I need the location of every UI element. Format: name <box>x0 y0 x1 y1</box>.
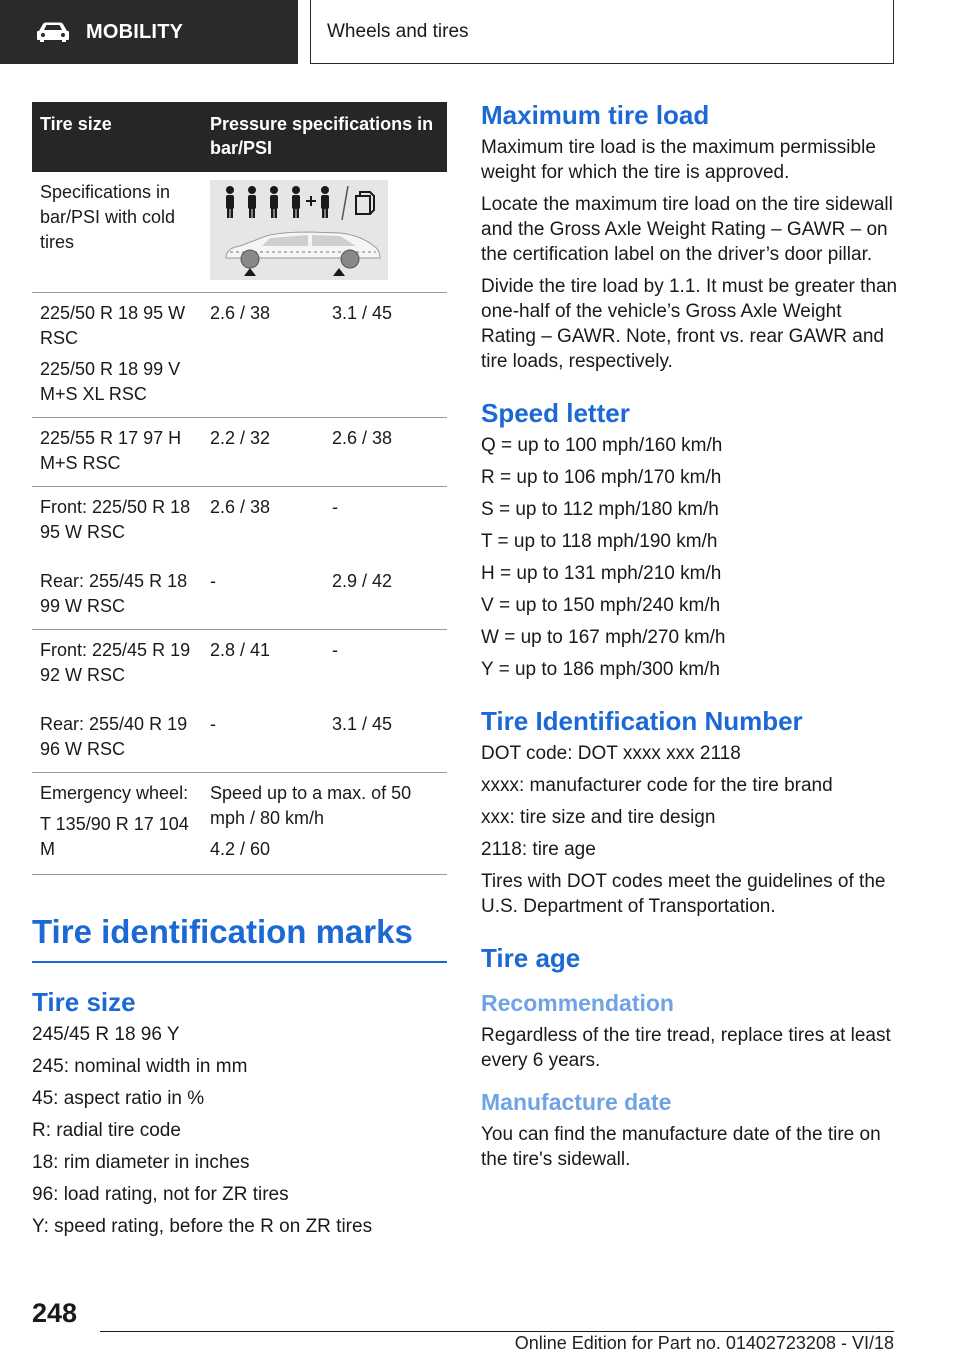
emergency-speed: Speed up to a max. of 50 mph / 80 km/h <box>210 783 412 828</box>
tire-age-section <box>481 943 901 1172</box>
table-header-pressure: Pressure specifications in bar/PSI <box>202 102 447 172</box>
minor-heading: Recommendation <box>481 990 674 1016</box>
tire-size-value: Rear: 255/45 R 18 99 W RSC <box>32 561 202 630</box>
paragraph: Maximum tire load is the maximum permissible weight for which the tire is approved. <box>481 137 876 183</box>
tire-size-value: 225/55 R 17 97 H M+S RSC <box>32 418 202 487</box>
pressure-value: 2.2 / 32 <box>202 418 324 487</box>
pressure-value: 2.6 / 38 <box>202 293 324 418</box>
tire-size-value: Rear: 255/40 R 19 96 W RSC <box>32 704 202 773</box>
subsection-heading: Tire age <box>481 943 581 973</box>
pressure-value: - <box>202 704 324 773</box>
load-illustration <box>210 180 388 280</box>
pressure-value: 3.1 / 45 <box>324 704 447 773</box>
page-number: 248 <box>32 1298 78 1328</box>
list-item: 18: rim diameter in inches <box>32 1152 250 1173</box>
section-heading: Tire identification marks <box>32 913 447 963</box>
page-title: Wheels and tires <box>327 20 469 42</box>
section-tab <box>0 0 298 64</box>
paragraph: Divide the tire load by 1.1. It must be greater than one-half of the vehicle’s Gross Axle Weight Rating – GAWR. Note, front vs. rear GAWR and tire loads, respectively. <box>481 276 898 372</box>
list-item: 245: nominal width in mm <box>32 1056 248 1077</box>
table-row <box>32 561 447 630</box>
tire-size-value: 225/50 R 18 99 V M+S XL RSC <box>40 359 181 404</box>
tire-size-value: 225/50 R 18 95 W RSC <box>40 303 186 348</box>
subsection-heading: Speed letter <box>481 398 630 428</box>
right-column <box>481 100 901 1179</box>
max-load-section <box>481 100 901 374</box>
pressure-value: - <box>202 561 324 630</box>
subsection-heading: Maximum tire load <box>481 100 710 130</box>
subsection-heading: Tire Identification Number <box>481 706 803 736</box>
emergency-pressure: 4.2 / 60 <box>210 839 271 859</box>
spec-label: Specifications in bar/PSI with cold tires <box>32 172 202 293</box>
subsection-heading: Tire size <box>32 987 136 1017</box>
paragraph: You can find the manufacture date of the tire on the tire's sidewall. <box>481 1124 881 1170</box>
list-item: xxx: tire size and tire design <box>481 807 716 828</box>
tin-section <box>481 706 901 919</box>
table-header-tire-size: Tire size <box>32 102 202 172</box>
list-item: xxxx: manufacturer code for the tire brand <box>481 775 833 796</box>
speed-letter-section <box>481 398 901 682</box>
pressure-value: - <box>332 497 338 517</box>
footer-divider <box>100 1331 894 1332</box>
pressure-value: - <box>332 640 338 660</box>
list-item: 2118: tire age <box>481 839 596 860</box>
emergency-label: Emergency wheel: <box>40 783 189 803</box>
paragraph: Regardless of the tire tread, replace tires at least every 6 years. <box>481 1025 891 1071</box>
list-item: R = up to 106 mph/170 km/h <box>481 467 722 488</box>
tire-size-value: Front: 225/45 R 19 92 W RSC <box>40 640 191 685</box>
list-item: T = up to 118 mph/190 km/h <box>481 531 718 552</box>
table-row <box>32 773 447 875</box>
paragraph: Locate the maximum tire load on the tire sidewall and the Gross Axle Weight Rating – GAWR – on the certification label on the driver’s door pillar. <box>481 194 893 265</box>
tire-size-value: Front: 225/50 R 18 95 W RSC <box>40 497 191 542</box>
tire-size-section <box>32 987 447 1239</box>
minor-heading: Manufacture date <box>481 1089 672 1115</box>
list-item: Y = up to 186 mph/300 km/h <box>481 659 720 680</box>
emergency-size: T 135/90 R 17 104 M <box>40 814 189 859</box>
list-item: R: radial tire code <box>32 1120 181 1141</box>
pressure-value: 2.9 / 42 <box>324 561 447 630</box>
list-item: V = up to 150 mph/240 km/h <box>481 595 721 616</box>
list-item: S = up to 112 mph/180 km/h <box>481 499 719 520</box>
footer-edition: Online Edition for Part no. 01402723208 - VI/18 <box>514 1333 894 1353</box>
list-item: W = up to 167 mph/270 km/h <box>481 627 726 648</box>
section-label: MOBILITY <box>86 20 184 43</box>
list-item: 96: load rating, not for ZR tires <box>32 1184 289 1205</box>
car-icon <box>36 21 70 43</box>
table-row <box>32 630 447 705</box>
table-row <box>32 418 447 487</box>
table-row <box>32 293 447 418</box>
pressure-value: 2.6 / 38 <box>324 418 447 487</box>
pressure-value: 2.8 / 41 <box>210 640 271 660</box>
left-column <box>32 102 447 1246</box>
tire-pressure-table <box>32 102 447 875</box>
table-row <box>32 704 447 773</box>
list-item: H = up to 131 mph/210 km/h <box>481 563 722 584</box>
table-row <box>32 487 447 562</box>
list-item: 45: aspect ratio in % <box>32 1088 205 1109</box>
pressure-value: 2.6 / 38 <box>210 497 271 517</box>
pressure-value: 3.1 / 45 <box>324 293 447 418</box>
list-item: Q = up to 100 mph/160 km/h <box>481 435 723 456</box>
table-row <box>32 172 447 293</box>
page-header <box>310 0 894 64</box>
list-item: 245/45 R 18 96 Y <box>32 1024 180 1045</box>
list-item: DOT code: DOT xxxx xxx 2118 <box>481 743 741 764</box>
paragraph: Tires with DOT codes meet the guidelines of the U.S. Department of Transportation. <box>481 871 886 917</box>
list-item: Y: speed rating, before the R on ZR tires <box>32 1216 373 1237</box>
occupants-and-car-icon <box>210 180 388 280</box>
